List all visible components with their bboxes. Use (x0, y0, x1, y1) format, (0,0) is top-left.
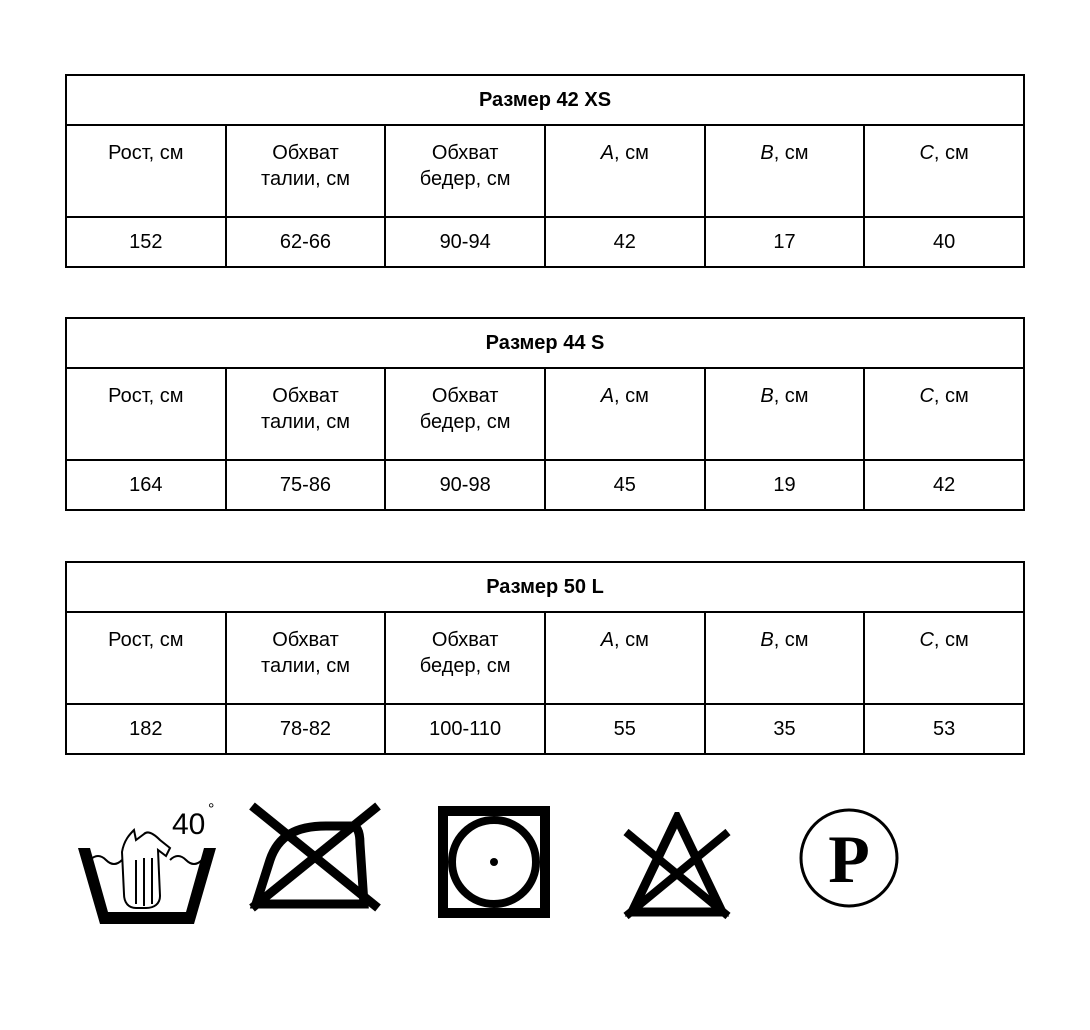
header-b: B, см (705, 368, 865, 460)
tumble-dry-icon (438, 806, 550, 918)
value-waist: 75-86 (226, 460, 386, 510)
value-a: 42 (545, 217, 705, 267)
header-a: A, см (545, 368, 705, 460)
value-c: 40 (864, 217, 1024, 267)
professional-dry-clean-p-icon (796, 808, 902, 912)
value-a: 55 (545, 704, 705, 754)
header-c: C, см (864, 612, 1024, 704)
header-height: Рост, см (66, 368, 226, 460)
header-c: C, см (864, 368, 1024, 460)
table-title: Размер 50 L (66, 562, 1024, 612)
value-c: 42 (864, 460, 1024, 510)
header-waist: Обхват талии, см (226, 368, 386, 460)
value-a: 45 (545, 460, 705, 510)
header-row (66, 368, 1024, 460)
do-not-bleach-icon (622, 812, 732, 922)
header-row (66, 612, 1024, 704)
header-b: B, см (705, 125, 865, 217)
value-c: 53 (864, 704, 1024, 754)
header-a: A, см (545, 612, 705, 704)
value-b: 17 (705, 217, 865, 267)
dry-clean-letter: P (828, 821, 870, 897)
header-hips: Обхват бедер, см (385, 612, 545, 704)
header-height: Рост, см (66, 125, 226, 217)
value-waist: 78-82 (226, 704, 386, 754)
value-b: 19 (705, 460, 865, 510)
header-hips: Обхват бедер, см (385, 368, 545, 460)
header-waist: Обхват талии, см (226, 125, 386, 217)
values-row (66, 704, 1024, 754)
size-table-44-s (65, 317, 1025, 511)
header-b: B, см (705, 612, 865, 704)
value-waist: 62-66 (226, 217, 386, 267)
header-hips: Обхват бедер, см (385, 125, 545, 217)
values-row (66, 217, 1024, 267)
degree-symbol: ° (208, 801, 215, 818)
values-row (66, 460, 1024, 510)
value-height: 182 (66, 704, 226, 754)
header-c: C, см (864, 125, 1024, 217)
table-title: Размер 44 S (66, 318, 1024, 368)
value-b: 35 (705, 704, 865, 754)
table-title: Размер 42 XS (66, 75, 1024, 125)
value-height: 164 (66, 460, 226, 510)
value-hips: 100-110 (385, 704, 545, 754)
value-hips: 90-98 (385, 460, 545, 510)
do-not-iron-icon (248, 800, 382, 912)
value-height: 152 (66, 217, 226, 267)
size-table-42-xs (65, 74, 1025, 268)
header-a: A, см (545, 125, 705, 217)
hand-wash-40-icon (74, 800, 224, 930)
size-table-50-l (65, 561, 1025, 755)
wash-temperature: 40 (172, 808, 206, 841)
header-row (66, 125, 1024, 217)
header-height: Рост, см (66, 612, 226, 704)
header-waist: Обхват талии, см (226, 612, 386, 704)
value-hips: 90-94 (385, 217, 545, 267)
